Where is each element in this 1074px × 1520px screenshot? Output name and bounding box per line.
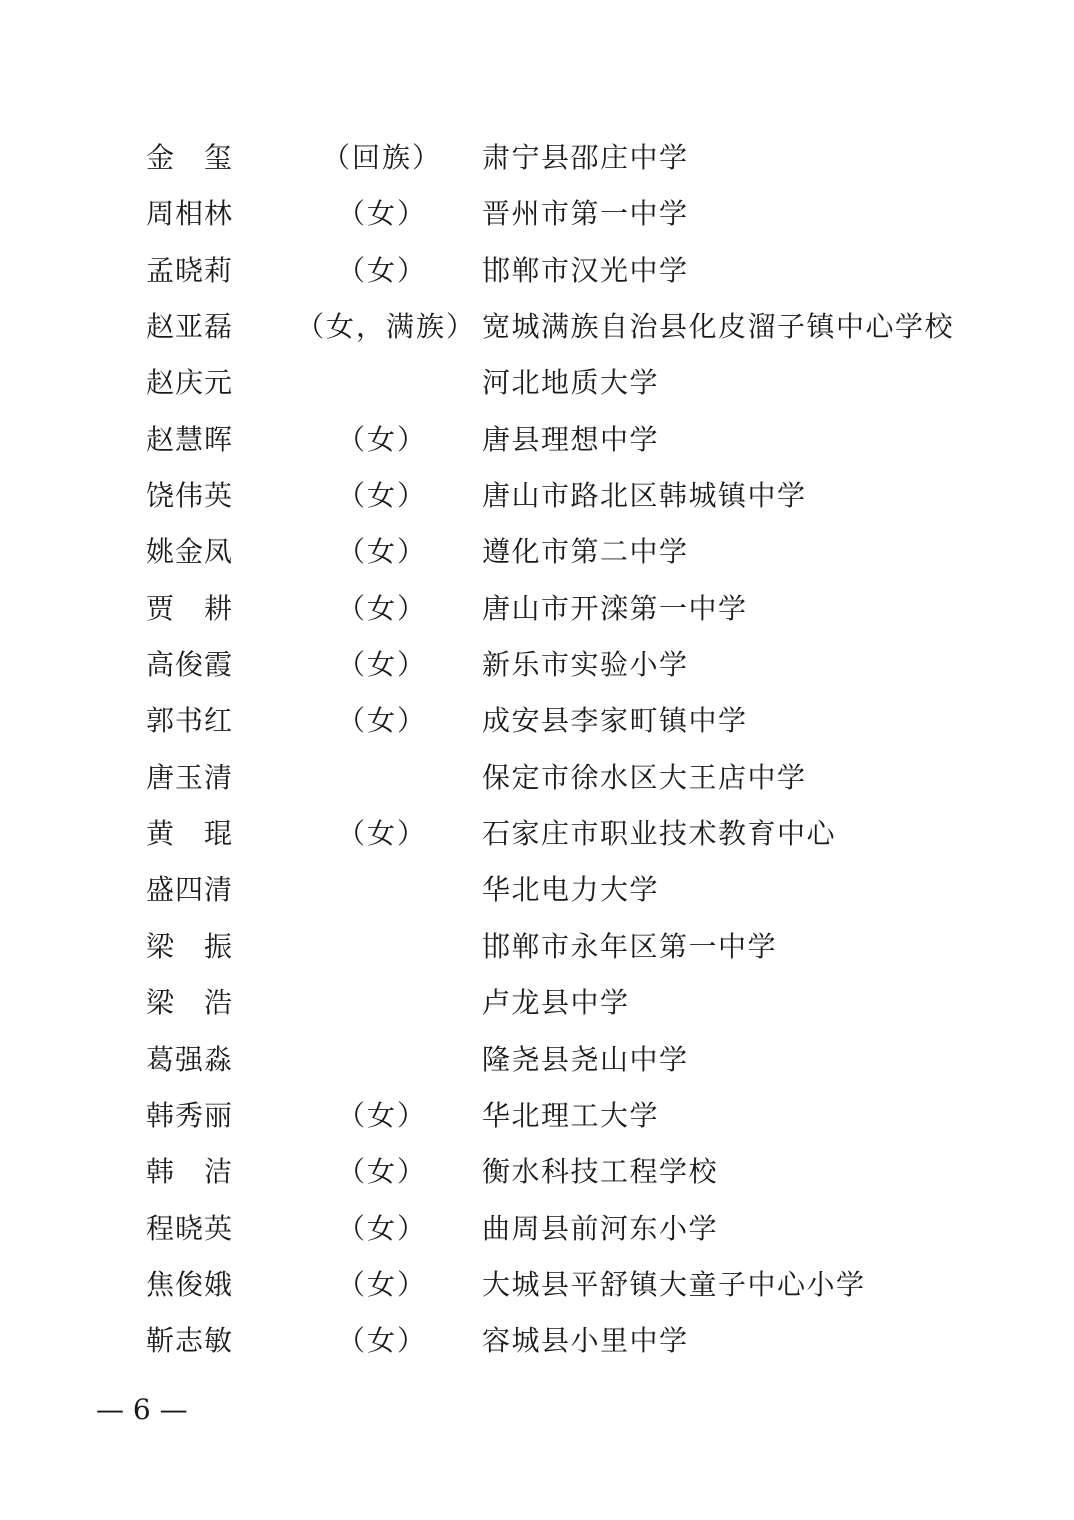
person-unit: 华北理工大学 (482, 1098, 660, 1132)
person-unit: 隆尧县尧山中学 (482, 1042, 689, 1076)
person-unit: 河北地质大学 (482, 366, 660, 400)
person-unit: 保定市徐水区大王店中学 (482, 760, 807, 794)
list-item (0, 919, 1074, 975)
person-name: 姚金凤 (146, 535, 234, 569)
person-name: 赵庆元 (146, 366, 234, 400)
person-note: （女） (336, 1324, 427, 1358)
person-unit: 邯郸市永年区第一中学 (482, 929, 778, 963)
person-note: （女） (336, 1267, 427, 1301)
person-name: 韩秀丽 (146, 1098, 234, 1132)
person-note: （女） (336, 253, 427, 287)
person-unit: 曲周县前河东小学 (482, 1211, 719, 1245)
list-item (0, 1257, 1074, 1313)
person-note: （女） (336, 704, 427, 738)
person-name: 赵慧晖 (146, 422, 234, 456)
person-name: 黄 琨 (146, 817, 234, 851)
list-item (0, 243, 1074, 299)
person-name: 郭书红 (146, 704, 234, 738)
list-item (0, 975, 1074, 1031)
list-item (0, 862, 1074, 918)
person-note: （女） (336, 1211, 427, 1245)
person-unit: 大城县平舒镇大童子中心小学 (482, 1267, 866, 1301)
person-unit: 宽城满族自治县化皮溜子镇中心学校 (482, 310, 955, 344)
list-item (0, 581, 1074, 637)
person-unit: 成安县李家町镇中学 (482, 704, 748, 738)
list-item (0, 1144, 1074, 1200)
person-unit: 唐县理想中学 (482, 422, 660, 456)
list-item (0, 693, 1074, 749)
person-name: 梁 振 (146, 929, 234, 963)
person-unit: 衡水科技工程学校 (482, 1155, 719, 1189)
person-unit: 唐山市开滦第一中学 (482, 591, 748, 625)
person-unit: 新乐市实验小学 (482, 648, 689, 682)
person-name: 梁 浩 (146, 986, 234, 1020)
page-number: — 6 — (96, 1393, 188, 1426)
person-unit: 容城县小里中学 (482, 1324, 689, 1358)
person-name: 金 玺 (146, 141, 234, 174)
person-unit: 华北电力大学 (482, 873, 660, 907)
person-name: 高俊霞 (146, 648, 234, 682)
person-note: （女） (336, 1098, 427, 1132)
person-name: 孟晓莉 (146, 253, 234, 287)
list-item (0, 355, 1074, 411)
person-unit: 肃宁县邵庄中学 (482, 141, 689, 174)
list-item (0, 1032, 1074, 1088)
person-name: 焦俊娥 (146, 1267, 234, 1301)
person-note: （女，满族） (296, 310, 477, 344)
person-note: （女） (336, 1155, 427, 1189)
person-name: 贾 耕 (146, 591, 234, 625)
list-item (0, 750, 1074, 806)
person-note: （女） (336, 591, 427, 625)
person-note: （女） (336, 479, 427, 513)
person-name: 饶伟英 (146, 479, 234, 513)
person-note: （回族） (321, 141, 442, 174)
person-name: 韩 洁 (146, 1155, 234, 1189)
list-item (0, 1088, 1074, 1144)
list-item (0, 468, 1074, 524)
name-list (0, 130, 1074, 1370)
list-item (0, 806, 1074, 862)
person-name: 唐玉清 (146, 760, 234, 794)
list-item (0, 524, 1074, 580)
list-item (0, 412, 1074, 468)
person-name: 赵亚磊 (146, 310, 234, 344)
person-unit: 石家庄市职业技术教育中心 (482, 817, 837, 851)
person-unit: 卢龙县中学 (482, 986, 630, 1020)
list-item (0, 1313, 1074, 1369)
list-item (0, 186, 1074, 242)
person-note: （女） (336, 817, 427, 851)
person-name: 葛强淼 (146, 1042, 234, 1076)
person-note: （女） (336, 197, 427, 231)
person-unit: 晋州市第一中学 (482, 197, 689, 231)
person-name: 靳志敏 (146, 1324, 234, 1358)
list-item (0, 130, 1074, 186)
person-name: 盛四清 (146, 873, 234, 907)
person-unit: 邯郸市汉光中学 (482, 253, 689, 287)
list-item (0, 1201, 1074, 1257)
person-note: （女） (336, 648, 427, 682)
person-name: 程晓英 (146, 1211, 234, 1245)
list-item (0, 637, 1074, 693)
person-note: （女） (336, 535, 427, 569)
person-name: 周相林 (146, 197, 234, 231)
person-note: （女） (336, 422, 427, 456)
person-unit: 唐山市路北区韩城镇中学 (482, 479, 807, 513)
list-item (0, 299, 1074, 355)
person-unit: 遵化市第二中学 (482, 535, 689, 569)
